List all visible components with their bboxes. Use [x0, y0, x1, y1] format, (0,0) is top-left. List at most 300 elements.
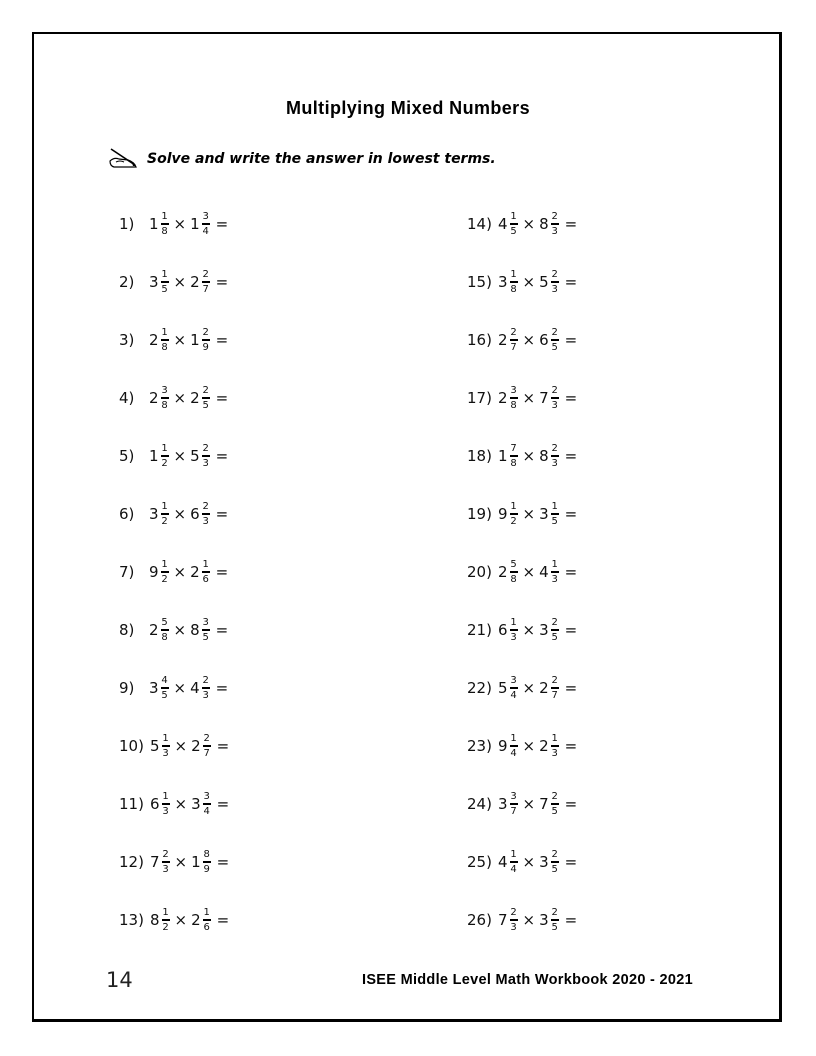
fraction [551, 385, 559, 411]
times-sign: × [173, 447, 187, 465]
whole-part: 9 [497, 737, 508, 755]
fraction [510, 501, 518, 527]
numerator: 2 [202, 675, 209, 686]
fraction-bar [510, 745, 518, 747]
fraction [202, 327, 210, 353]
whole-part: 5 [190, 447, 200, 465]
times-sign: × [522, 273, 536, 291]
numerator: 2 [551, 907, 558, 918]
numerator: 2 [202, 269, 209, 280]
times-sign: × [173, 505, 187, 523]
fraction [202, 559, 210, 585]
denominator: 3 [202, 458, 209, 469]
fraction [551, 675, 559, 701]
problem-item [119, 775, 229, 833]
pencil-writing-icon [108, 148, 140, 170]
fraction-bar [551, 571, 559, 573]
problem-item [467, 427, 577, 485]
whole-part: 1 [190, 331, 200, 349]
problem-item [467, 485, 577, 543]
numerator: 2 [551, 791, 558, 802]
problem-number: 17) [467, 389, 492, 407]
numerator: 3 [202, 617, 209, 628]
fraction [510, 327, 518, 353]
times-sign: × [522, 853, 536, 871]
problem-number: 13) [119, 911, 144, 929]
equals-sign: = [215, 447, 229, 465]
times-sign: × [522, 563, 536, 581]
whole-part: 2 [190, 389, 200, 407]
equals-sign: = [564, 273, 578, 291]
equals-sign: = [215, 621, 229, 639]
whole-part: 2 [191, 911, 201, 929]
fraction [510, 211, 518, 237]
fraction-bar [510, 919, 518, 921]
problem-item [119, 659, 229, 717]
denominator: 5 [161, 690, 168, 701]
whole-part: 1 [191, 853, 201, 871]
fraction-bar [510, 861, 518, 863]
instruction-text: Solve and write the answer in lowest terms. [147, 151, 496, 167]
numerator: 7 [510, 443, 517, 454]
fraction-bar [510, 513, 518, 515]
problem-number: 15) [467, 273, 492, 291]
fraction [510, 559, 518, 585]
fraction-bar [510, 455, 518, 457]
numerator: 1 [203, 907, 210, 918]
problem-item [467, 311, 577, 369]
whole-part: 3 [191, 795, 201, 813]
fraction [510, 733, 518, 759]
fraction [551, 849, 559, 875]
denominator: 8 [510, 574, 517, 585]
fraction-bar [510, 687, 518, 689]
whole-part: 2 [497, 331, 508, 349]
times-sign: × [522, 447, 536, 465]
denominator: 6 [202, 574, 209, 585]
fraction-bar [551, 687, 559, 689]
fraction [202, 269, 210, 295]
fraction-bar [161, 223, 169, 225]
fraction [510, 675, 518, 701]
times-sign: × [174, 853, 188, 871]
whole-part: 2 [497, 563, 508, 581]
whole-part: 5 [149, 737, 160, 755]
whole-part: 7 [149, 853, 160, 871]
whole-part: 6 [149, 795, 160, 813]
fraction-bar [551, 745, 559, 747]
denominator: 3 [510, 632, 517, 643]
equals-sign: = [215, 331, 229, 349]
fraction-bar [510, 629, 518, 631]
fraction [551, 791, 559, 817]
denominator: 4 [510, 864, 517, 875]
denominator: 7 [551, 690, 558, 701]
problems-left-column [119, 195, 229, 949]
fraction-bar [510, 803, 518, 805]
problem-item [119, 543, 229, 601]
numerator: 2 [202, 385, 209, 396]
times-sign: × [173, 389, 187, 407]
denominator: 8 [161, 632, 168, 643]
denominator: 3 [551, 748, 558, 759]
whole-part: 1 [190, 215, 200, 233]
whole-part: 4 [190, 679, 200, 697]
fraction [162, 849, 170, 875]
denominator: 3 [162, 864, 169, 875]
numerator: 2 [551, 849, 558, 860]
whole-part: 8 [190, 621, 200, 639]
whole-part: 2 [539, 737, 549, 755]
fraction-bar [551, 861, 559, 863]
fraction-bar [202, 629, 210, 631]
numerator: 2 [551, 617, 558, 628]
problem-item [119, 195, 229, 253]
denominator: 3 [202, 690, 209, 701]
fraction [551, 211, 559, 237]
denominator: 5 [551, 864, 558, 875]
numerator: 1 [510, 733, 517, 744]
fraction-bar [161, 513, 169, 515]
problem-item [119, 485, 229, 543]
whole-part: 7 [539, 389, 549, 407]
denominator: 2 [510, 516, 517, 527]
denominator: 5 [551, 806, 558, 817]
denominator: 7 [203, 748, 210, 759]
times-sign: × [173, 621, 187, 639]
whole-part: 1 [497, 447, 508, 465]
problem-item [119, 891, 229, 949]
denominator: 4 [202, 226, 209, 237]
fraction-bar [551, 281, 559, 283]
denominator: 7 [510, 342, 517, 353]
fraction-bar [510, 339, 518, 341]
fraction-bar [161, 397, 169, 399]
fraction-bar [202, 339, 210, 341]
problem-item [467, 833, 577, 891]
whole-part: 3 [539, 911, 549, 929]
denominator: 5 [551, 632, 558, 643]
times-sign: × [174, 795, 188, 813]
numerator: 5 [161, 617, 168, 628]
problem-item [467, 775, 577, 833]
whole-part: 4 [497, 215, 508, 233]
denominator: 3 [551, 458, 558, 469]
equals-sign: = [564, 737, 578, 755]
times-sign: × [173, 331, 187, 349]
whole-part: 5 [539, 273, 549, 291]
fraction [162, 907, 170, 933]
equals-sign: = [216, 911, 230, 929]
fraction-bar [551, 339, 559, 341]
denominator: 9 [203, 864, 210, 875]
whole-part: 2 [190, 273, 200, 291]
problem-item [467, 543, 577, 601]
numerator: 3 [510, 791, 517, 802]
equals-sign: = [564, 679, 578, 697]
denominator: 7 [510, 806, 517, 817]
denominator: 2 [161, 458, 168, 469]
whole-part: 3 [539, 505, 549, 523]
page-number: 14 [106, 968, 133, 992]
times-sign: × [522, 215, 536, 233]
problem-item [119, 601, 229, 659]
equals-sign: = [216, 737, 230, 755]
problem-item [119, 833, 229, 891]
problem-item [119, 253, 229, 311]
numerator: 1 [161, 501, 168, 512]
book-title: ISEE Middle Level Math Workbook 2020 - 2021 [362, 972, 693, 988]
times-sign: × [522, 737, 536, 755]
denominator: 7 [202, 284, 209, 295]
fraction-bar [551, 223, 559, 225]
numerator: 3 [161, 385, 168, 396]
denominator: 2 [161, 574, 168, 585]
fraction-bar [202, 513, 210, 515]
denominator: 2 [162, 922, 169, 933]
fraction-bar [510, 397, 518, 399]
fraction-bar [162, 745, 170, 747]
whole-part: 2 [539, 679, 549, 697]
problems-right-column [467, 195, 577, 949]
problem-item [467, 601, 577, 659]
fraction [161, 501, 169, 527]
denominator: 8 [161, 400, 168, 411]
problem-number: 25) [467, 853, 492, 871]
denominator: 3 [162, 748, 169, 759]
problem-number: 14) [467, 215, 492, 233]
denominator: 5 [202, 632, 209, 643]
whole-part: 3 [149, 273, 159, 291]
fraction-bar [551, 455, 559, 457]
fraction-bar [162, 919, 170, 921]
times-sign: × [174, 737, 188, 755]
whole-part: 4 [539, 563, 549, 581]
fraction [551, 559, 559, 585]
fraction-bar [202, 223, 210, 225]
numerator: 2 [510, 907, 517, 918]
whole-part: 6 [497, 621, 508, 639]
problem-number: 7) [119, 563, 135, 581]
times-sign: × [173, 563, 187, 581]
equals-sign: = [215, 389, 229, 407]
fraction [510, 443, 518, 469]
problem-item [119, 369, 229, 427]
numerator: 1 [161, 559, 168, 570]
denominator: 3 [551, 226, 558, 237]
times-sign: × [522, 795, 536, 813]
fraction-bar [202, 571, 210, 573]
numerator: 2 [203, 733, 210, 744]
equals-sign: = [215, 273, 229, 291]
whole-part: 2 [149, 389, 159, 407]
whole-part: 8 [539, 215, 549, 233]
fraction [203, 907, 211, 933]
numerator: 1 [161, 443, 168, 454]
problem-item [467, 891, 577, 949]
problem-number: 19) [467, 505, 492, 523]
problem-item [467, 369, 577, 427]
denominator: 5 [161, 284, 168, 295]
fraction-bar [551, 803, 559, 805]
fraction-bar [551, 513, 559, 515]
problem-item [119, 717, 229, 775]
fraction [551, 443, 559, 469]
fraction-bar [202, 397, 210, 399]
denominator: 4 [510, 690, 517, 701]
whole-part: 2 [190, 563, 200, 581]
whole-part: 2 [497, 389, 508, 407]
denominator: 3 [202, 516, 209, 527]
fraction [551, 327, 559, 353]
problem-number: 20) [467, 563, 492, 581]
equals-sign: = [564, 331, 578, 349]
fraction-bar [551, 919, 559, 921]
numerator: 1 [510, 617, 517, 628]
fraction-bar [161, 687, 169, 689]
page-title: Multiplying Mixed Numbers [285, 98, 531, 118]
fraction [161, 211, 169, 237]
times-sign: × [522, 331, 536, 349]
equals-sign: = [216, 795, 230, 813]
numerator: 4 [161, 675, 168, 686]
fraction [162, 733, 170, 759]
numerator: 3 [203, 791, 210, 802]
times-sign: × [522, 505, 536, 523]
fraction-bar [202, 455, 210, 457]
fraction-bar [161, 339, 169, 341]
equals-sign: = [564, 447, 578, 465]
times-sign: × [522, 911, 536, 929]
fraction-bar [161, 455, 169, 457]
fraction [161, 617, 169, 643]
fraction [203, 849, 211, 875]
times-sign: × [173, 215, 187, 233]
equals-sign: = [564, 853, 578, 871]
denominator: 3 [551, 284, 558, 295]
fraction-bar [510, 223, 518, 225]
problem-number: 24) [467, 795, 492, 813]
numerator: 2 [551, 211, 558, 222]
equals-sign: = [216, 853, 230, 871]
whole-part: 9 [497, 505, 508, 523]
whole-part: 3 [149, 679, 159, 697]
fraction [551, 501, 559, 527]
denominator: 4 [203, 806, 210, 817]
equals-sign: = [564, 563, 578, 581]
fraction-bar [551, 629, 559, 631]
denominator: 8 [510, 284, 517, 295]
fraction-bar [202, 687, 210, 689]
times-sign: × [173, 273, 187, 291]
whole-part: 3 [497, 795, 508, 813]
numerator: 1 [510, 849, 517, 860]
whole-part: 1 [149, 215, 159, 233]
equals-sign: = [564, 621, 578, 639]
problem-number: 2) [119, 273, 135, 291]
fraction [161, 443, 169, 469]
numerator: 8 [203, 849, 210, 860]
denominator: 3 [551, 400, 558, 411]
whole-part: 2 [149, 331, 159, 349]
whole-part: 8 [149, 911, 160, 929]
fraction [510, 617, 518, 643]
fraction [203, 791, 211, 817]
whole-part: 6 [190, 505, 200, 523]
fraction [551, 269, 559, 295]
problem-number: 11) [119, 795, 144, 813]
whole-part: 1 [149, 447, 159, 465]
numerator: 5 [510, 559, 517, 570]
whole-part: 9 [149, 563, 159, 581]
problem-item [119, 311, 229, 369]
problem-item [467, 195, 577, 253]
whole-part: 8 [539, 447, 549, 465]
numerator: 1 [161, 327, 168, 338]
numerator: 1 [551, 733, 558, 744]
problem-item [467, 717, 577, 775]
numerator: 2 [202, 327, 209, 338]
fraction [510, 385, 518, 411]
fraction [202, 617, 210, 643]
equals-sign: = [215, 679, 229, 697]
numerator: 2 [551, 269, 558, 280]
equals-sign: = [564, 389, 578, 407]
numerator: 2 [551, 327, 558, 338]
denominator: 3 [510, 922, 517, 933]
fraction-bar [203, 803, 211, 805]
problem-number: 10) [119, 737, 144, 755]
problem-number: 23) [467, 737, 492, 755]
whole-part: 4 [497, 853, 508, 871]
numerator: 3 [510, 675, 517, 686]
instruction [108, 148, 496, 170]
fraction [161, 327, 169, 353]
equals-sign: = [564, 215, 578, 233]
problem-item [119, 427, 229, 485]
fraction-bar [203, 861, 211, 863]
denominator: 8 [510, 400, 517, 411]
numerator: 1 [551, 501, 558, 512]
numerator: 1 [551, 559, 558, 570]
numerator: 3 [510, 385, 517, 396]
numerator: 2 [551, 385, 558, 396]
times-sign: × [522, 389, 536, 407]
fraction [161, 559, 169, 585]
numerator: 2 [162, 849, 169, 860]
whole-part: 2 [191, 737, 201, 755]
whole-part: 6 [539, 331, 549, 349]
fraction [510, 907, 518, 933]
fraction-bar [203, 919, 211, 921]
whole-part: 3 [539, 853, 549, 871]
fraction [202, 211, 210, 237]
fraction [161, 385, 169, 411]
fraction-bar [510, 571, 518, 573]
denominator: 8 [161, 342, 168, 353]
numerator: 1 [161, 211, 168, 222]
fraction-bar [161, 629, 169, 631]
fraction-bar [162, 861, 170, 863]
problem-number: 6) [119, 505, 135, 523]
denominator: 5 [551, 922, 558, 933]
whole-part: 7 [539, 795, 549, 813]
numerator: 1 [161, 269, 168, 280]
equals-sign: = [215, 505, 229, 523]
problem-number: 9) [119, 679, 135, 697]
equals-sign: = [215, 215, 229, 233]
fraction [551, 907, 559, 933]
